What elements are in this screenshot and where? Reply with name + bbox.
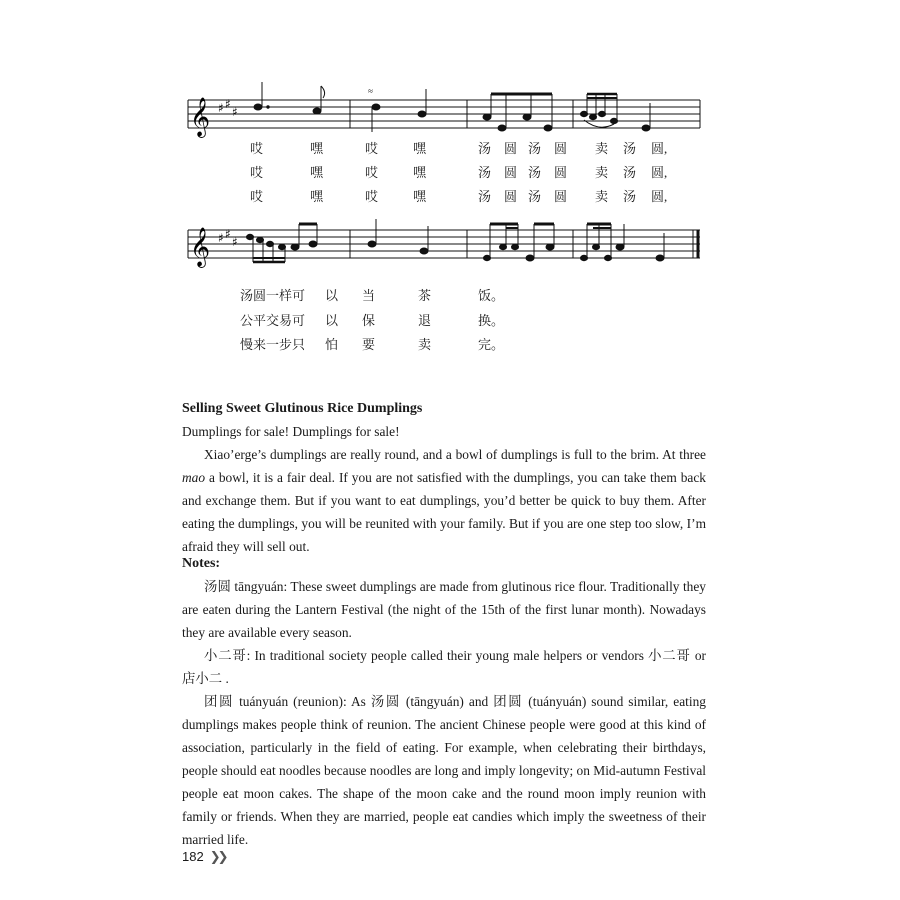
translation-line: Dumplings for sale! Dumplings for sale!: [182, 424, 400, 439]
lyrics-line-1-verse-1: [180, 138, 700, 158]
lyric-syllable: 圆: [554, 165, 568, 180]
lyric-syllable: 卖: [595, 165, 609, 180]
lyric-syllable: 当: [362, 288, 376, 303]
lyric-syllable: 要: [362, 337, 376, 352]
lyric-syllable: 嘿: [413, 189, 427, 204]
lyrics-line-1-verse-2: [180, 162, 700, 182]
lyric-syllable: 圆: [504, 165, 518, 180]
lyric-syllable: 退: [418, 313, 432, 328]
translation-section: [182, 397, 706, 558]
lyric-syllable: 哎: [365, 165, 379, 180]
section-title: Selling Sweet Glutinous Rice Dumplings: [182, 401, 423, 416]
lyric-syllable: 圆,: [651, 141, 668, 156]
svg-text:♯: ♯: [225, 97, 231, 111]
svg-text:♯: ♯: [232, 105, 238, 119]
lyric-syllable: 汤: [623, 189, 637, 204]
lyric-syllable: 汤: [528, 189, 542, 204]
lyric-syllable: 汤: [478, 189, 492, 204]
lyric-syllable: 卖: [595, 141, 609, 156]
lyric-syllable: 哎: [250, 141, 264, 156]
page-footer: [182, 849, 226, 865]
page-number: 182: [182, 849, 204, 864]
lyric-syllable: 嘿: [310, 165, 324, 180]
svg-text:♯: ♯: [232, 235, 238, 249]
lyric-syllable: 哎: [365, 141, 379, 156]
lyric-syllable: 以: [325, 313, 339, 328]
lyric-syllable: 嘿: [413, 141, 427, 156]
lyric-syllable: 汤: [478, 141, 492, 156]
paragraph-text-part: Xiao’erge’s dumplings are really round, and a bowl of dumplings is full to the brim. At three: [204, 447, 706, 462]
lyric-syllable: 嘿: [413, 165, 427, 180]
notes-section: [182, 552, 706, 851]
lyric-syllable: 圆: [554, 189, 568, 204]
svg-text:♯: ♯: [225, 227, 231, 241]
lyric-syllable: 完。: [478, 337, 505, 352]
lyric-syllable: 卖: [595, 189, 609, 204]
translation-paragraph: [182, 443, 706, 558]
staff-line-2: [180, 220, 700, 270]
svg-text:♯: ♯: [218, 231, 224, 245]
lyric-syllable: 圆: [504, 189, 518, 204]
lyric-syllable: 汤: [478, 165, 492, 180]
note-xiaoerge: 小二哥: In traditional society people called their young male helpers or vendors 小二哥 or 店小二 .: [182, 648, 706, 686]
lyrics-line-1-verse-3: [180, 186, 700, 206]
music-score-line-1: [180, 86, 700, 205]
note-tangyuan: 汤圆 tāngyuán: These sweet dumplings are made from glutinous rice flour. Traditionally they are eaten during the Lantern Festival (the night of the 15th of the first lunar month). Nowadays they are available every season.: [182, 579, 706, 640]
lyrics-line-2-verse-1: [180, 285, 700, 305]
staff-line-1: [180, 86, 700, 140]
lyric-syllable: 汤: [623, 141, 637, 156]
lyric-syllable: 哎: [365, 189, 379, 204]
svg-text:𝄞: 𝄞: [190, 227, 211, 267]
lyric-syllable: 保: [362, 313, 376, 328]
double-chevron-icon: ❯❯: [209, 850, 226, 865]
svg-text:♯: ♯: [218, 101, 224, 115]
lyric-syllable: 汤: [623, 165, 637, 180]
lyric-syllable: 饭。: [478, 288, 505, 303]
lyric-syllable: 圆,: [651, 189, 668, 204]
mao-term: mao: [182, 470, 206, 485]
lyric-syllable: 哎: [250, 189, 264, 204]
lyric-syllable: 茶: [418, 288, 432, 303]
lyric-syllable: 怕: [325, 337, 339, 352]
note-tuanyuan: 团圆 tuányuán (reunion): As 汤圆 (tāngyuán) and 团圆 (tuányuán) sound similar, eating dumplings makes people think of reunion. The ancient Chinese people were good at this kind of association, particularly in the field of eating. For example, when celebrating their birthdays, people should eat noodles because noodles are long and imply longevity; on Mid-autumn Festival people eat moon cakes. The shape of the moon cake and the round moon imply reunion with family or friends. When they are married, people eat candies which imply the sweetness of their married life.: [182, 694, 706, 847]
paragraph-text-part: a bowl, it is a fair deal. If you are not satisfied with the dumplings, you can take them back and exchange them. But if you want to eat dumplings, you’d better be quick to buy them. After eating the dumplings, you will be reunited with your family. But if you are one step too slow, I’m afraid they will sell out.: [182, 470, 706, 554]
notes-heading: Notes:: [182, 556, 221, 571]
music-score-line-2: [180, 220, 700, 355]
lyric-syllable: 哎: [250, 165, 264, 180]
lyric-syllable: 汤圆一样可: [240, 288, 306, 303]
lyric-syllable: 汤: [528, 165, 542, 180]
lyric-syllable: 以: [325, 288, 339, 303]
lyric-syllable: 圆,: [651, 165, 668, 180]
lyric-syllable: 卖: [418, 337, 432, 352]
lyrics-line-2-verse-2: [180, 310, 700, 330]
lyric-syllable: 圆: [504, 141, 518, 156]
lyric-syllable: 汤: [528, 141, 542, 156]
lyric-syllable: 嘿: [310, 189, 324, 204]
svg-text:𝄞: 𝄞: [190, 97, 211, 137]
lyric-syllable: 换。: [478, 313, 505, 328]
lyric-syllable: 圆: [554, 141, 568, 156]
lyric-syllable: 公平交易可: [240, 313, 306, 328]
lyrics-line-2-verse-3: [180, 334, 700, 354]
lyric-syllable: 慢来一步只: [240, 337, 306, 352]
lyric-syllable: 嘿: [310, 141, 324, 156]
svg-text:≈: ≈: [368, 86, 373, 96]
